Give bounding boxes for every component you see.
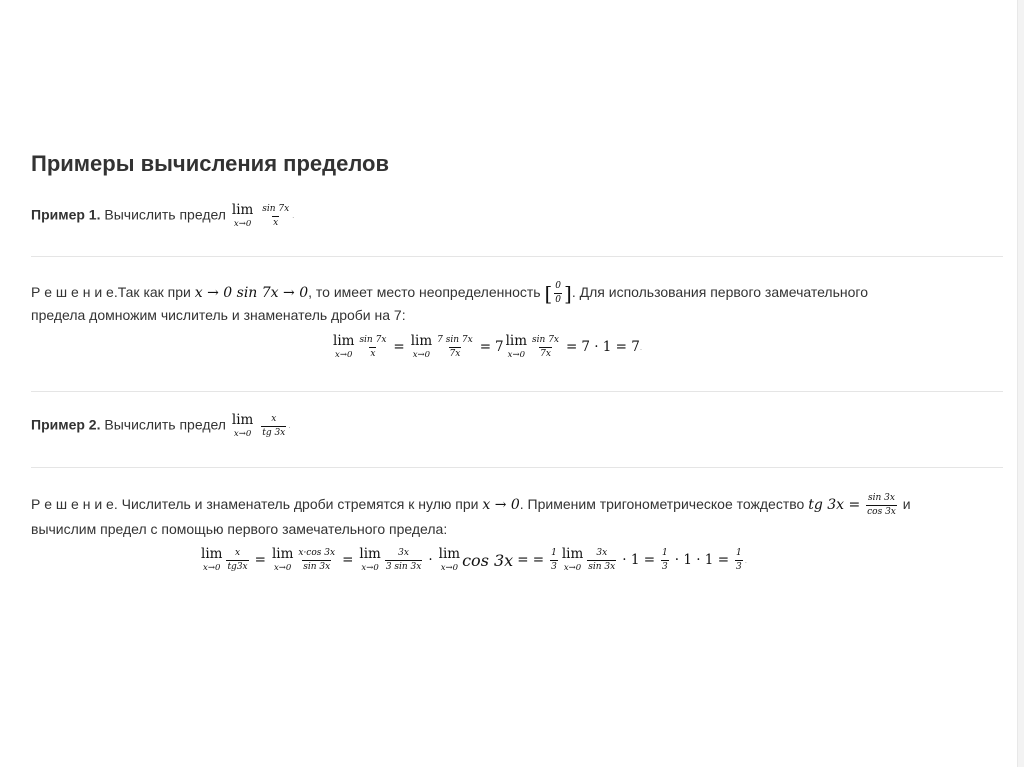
fraction: $\frac{x}{tg3x}$ — [227, 547, 248, 572]
example-1-limit — [232, 204, 253, 228]
example-2: Пример 2. Вычислить предел lim x→0 $\frac{x}{tg 3x}$ . — [31, 412, 291, 439]
solution-2-line-1 — [31, 494, 911, 517]
indeterminacy-fraction — [554, 282, 562, 305]
solution-1-formula: lim x→0 $\frac{\sin 7x}{x}$ = lim x→0 $\frac{7 \sin 7x}{7x}$ = 7 lim x→0 $\frac{\sin 7x}{7x}$ = 7 · 1 = 7 . — [333, 333, 643, 360]
solution-2-text-2: . Применим тригонометрическое тождество — [519, 496, 805, 513]
solution-2-text-3: и — [902, 496, 911, 513]
lim-sub: x→0 — [233, 218, 252, 229]
lim: lim x→0 — [333, 333, 355, 360]
solution-1-math-1: x → 0 sin 7x → 0 — [194, 285, 309, 302]
fraction: $\frac{1}{3}$ — [662, 547, 668, 572]
lim: lim x→0 — [359, 546, 381, 573]
solution-2-math-1: x → 0 — [482, 497, 520, 514]
frac-den: x — [273, 217, 279, 228]
solution-2-line-2: вычислим предел с помощью первого замечательного предела: — [31, 521, 448, 537]
divider — [31, 391, 1003, 392]
fraction: $\frac{1}{3}$ — [736, 547, 742, 572]
example-1-fraction — [261, 205, 290, 228]
solution-1-text-1: Так как при — [117, 284, 191, 301]
fraction: $\frac{1}{3}$ — [551, 547, 557, 572]
example-2-label: Пример 2. — [31, 416, 101, 433]
lim: lim x→0 — [438, 546, 461, 573]
fraction: $\frac{\sin 7x}{x}$ — [359, 334, 387, 359]
identity-left: tg 3x = — [808, 497, 861, 514]
frac-den: 0 — [555, 295, 562, 305]
lim: lim x→0 — [410, 333, 433, 360]
lim-word: lim — [231, 202, 254, 218]
solution-2-label: Р е ш е н и е. — [31, 496, 118, 513]
page-title: Примеры вычисления пределов — [31, 151, 389, 176]
frac-num: sin 7x — [262, 203, 290, 214]
solution-1-line-1: Р е ш е н и е.Так как при x → 0 sin 7x → 0, то имеет место неопределенность [ $\frac{0}{0}$ ]. Для использования первого замечательного — [31, 281, 868, 306]
example-1: Пример 1. Вычислить предел lim x→0 $\frac{\sin 7x}{x}$ . — [31, 202, 295, 229]
lim: lim x→0 — [201, 546, 223, 573]
window-right-edge — [1017, 0, 1024, 767]
solution-1-label: Р е ш е н и е. — [31, 284, 118, 301]
solution-1-text-3: . Для использования первого замечательного — [571, 284, 868, 301]
example-2-fraction: $\frac{x}{tg 3x}$ — [262, 413, 286, 438]
example-1-text: Вычислить предел — [100, 206, 226, 223]
fraction: $\frac{7 \sin 7x}{7x}$ — [437, 334, 473, 359]
example-2-text: Вычислить предел — [100, 416, 226, 433]
lim: lim x→0 — [505, 333, 528, 360]
divider — [31, 467, 1003, 468]
frac-num: 0 — [555, 281, 562, 291]
divider — [31, 256, 1003, 257]
example-2-limit: lim x→0 — [231, 412, 254, 439]
fraction: $\frac{x\cdot\cos 3x}{\sin 3x}$ — [298, 547, 336, 572]
lim: lim x→0 — [561, 546, 584, 573]
solution-2-formula: lim x→0 $\frac{x}{tg3x}$ = lim x→0 $\frac{x\cdot\cos 3x}{\sin 3x}$ = lim x→0 $\frac{3x}{3 \sin 3x}$ · lim x→0 cos 3x = = $\frac{1}{3}$ lim x→0 $\frac{3x}{\sin 3x}$ · 1 = $\frac{1}{3}$ · 1 · 1 = $\frac{1}{3}$ . — [201, 546, 747, 573]
identity-fraction: $\frac{\sin 3x}{\cos 3x}$ — [867, 493, 896, 517]
fraction: $\frac{3x}{3 \sin 3x}$ — [385, 547, 422, 572]
solution-1-text-2: , то имеет место неопределенность — [308, 284, 541, 301]
lim: lim x→0 — [271, 546, 294, 573]
formula-tail: 7 · 1 = 7 — [581, 339, 640, 355]
fraction: $\frac{\sin 7x}{7x}$ — [532, 334, 560, 359]
solution-2-text-1: Числитель и знаменатель дроби стремятся к нулю при — [117, 496, 479, 513]
solution-1-line-2: предела домножим числитель и знаменатель дроби на 7: — [31, 307, 406, 323]
fraction: $\frac{3x}{\sin 3x}$ — [588, 547, 616, 572]
example-1-label: Пример 1. — [31, 206, 101, 223]
